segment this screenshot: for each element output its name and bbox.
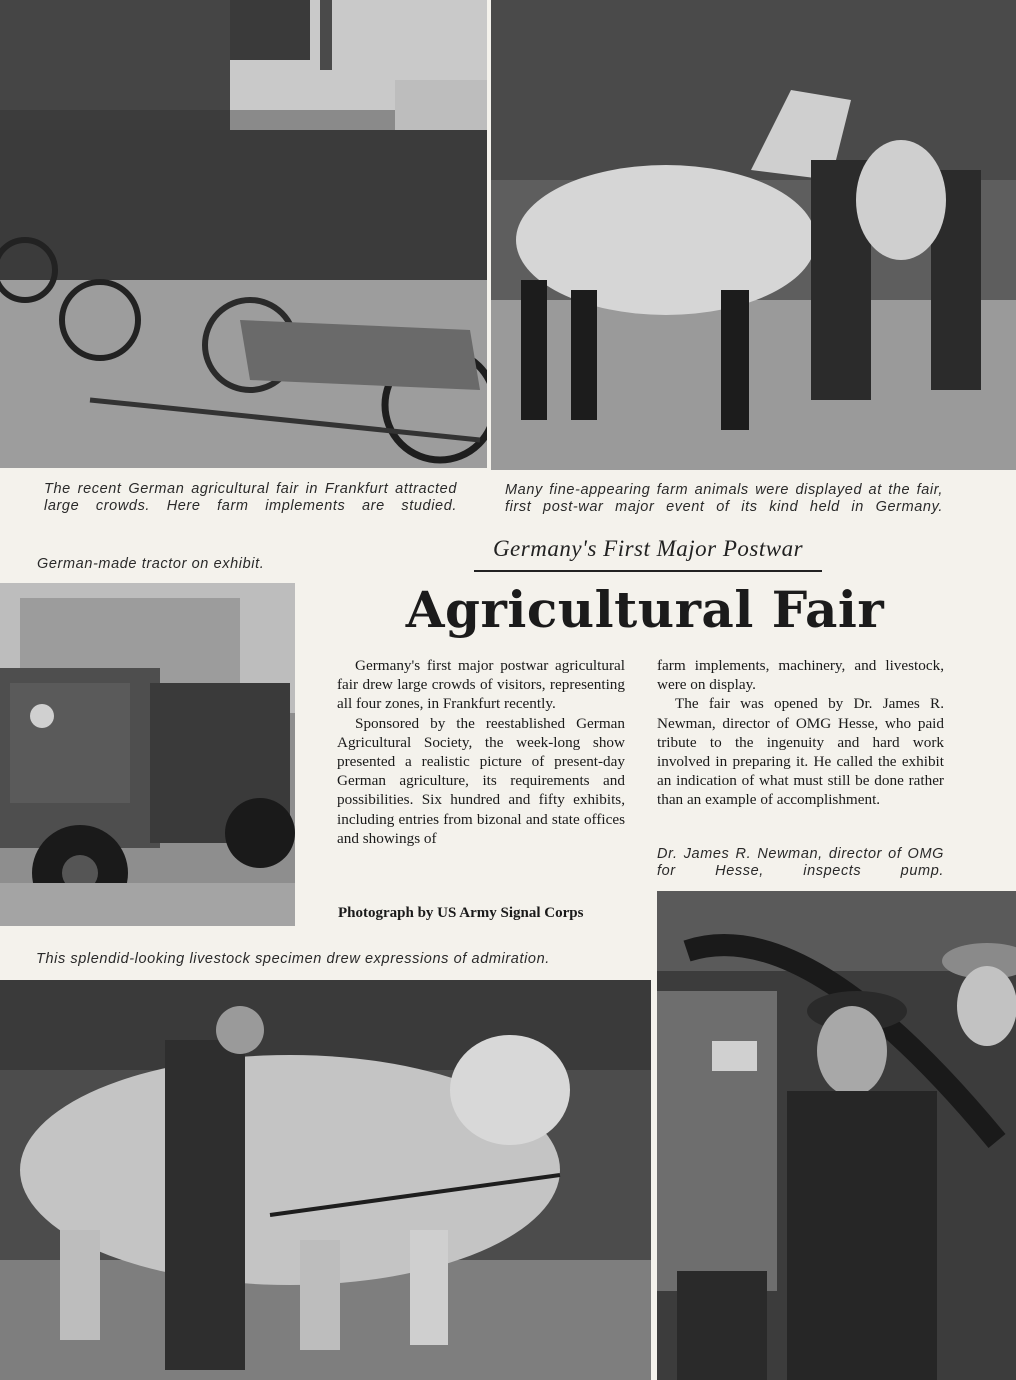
article-paragraph: The fair was opened by Dr. James R. Newman, director of OMG Hesse, who paid tribute to the ingenuity and hard work involved in preparing it. He called the exhibit an indication of what must still be done rather than an example of accomplishment. xyxy=(657,695,944,809)
page-title: Agricultural Fair xyxy=(405,580,885,639)
article-kicker: Germany's First Major Postwar xyxy=(492,536,804,561)
bull-photo xyxy=(0,980,651,1380)
man-inspecting-pump-photo-icon xyxy=(657,891,1016,1380)
draft-horses-photo-icon xyxy=(491,0,1016,470)
tractor-caption: German-made tractor on exhibit. xyxy=(37,556,265,572)
article-paragraph: Germany's first major postwar agricultural fair drew large crowds of visitors, representing all four zones, in Frankfurt recently. xyxy=(337,657,625,713)
horses-caption: Many fine-appearing farm animals were displayed at the fair, first post-war major event of its kind held in Germany. xyxy=(505,482,943,515)
pump-caption: Dr. James R. Newman, director of OMG for Hesse, inspects pump. xyxy=(657,846,944,879)
article-paragraph: Sponsored by the reestablished German Agricultural Society, the week-long show presented a realistic picture of present-day German agriculture, its requirements and possibilities. Six hundred and fifty exhibits, including entries from bizonal and state offices and showings of xyxy=(337,714,625,847)
horses-photo xyxy=(491,0,1016,470)
article-paragraph: farm implements, machinery, and livestock, were on display. xyxy=(657,657,944,694)
article-column-1 xyxy=(337,656,625,848)
crowd-with-farm-machinery-photo-icon xyxy=(0,0,487,468)
pump-photo xyxy=(657,891,1016,1380)
kicker-rule xyxy=(474,570,822,572)
bull-caption: This splendid-looking livestock specimen drew expressions of admiration. xyxy=(36,951,550,967)
bull-led-by-handler-photo-icon xyxy=(0,980,651,1380)
photo-credit: Photograph by US Army Signal Corps xyxy=(338,905,584,921)
article-column-2 xyxy=(657,656,944,810)
crowd-caption: The recent German agricultural fair in Frankfurt attracted large crowds. Here farm implements are studied. xyxy=(44,481,457,514)
crowd-photo xyxy=(0,0,487,468)
tractor-photo-icon xyxy=(0,583,295,926)
tractor-photo xyxy=(0,583,295,926)
